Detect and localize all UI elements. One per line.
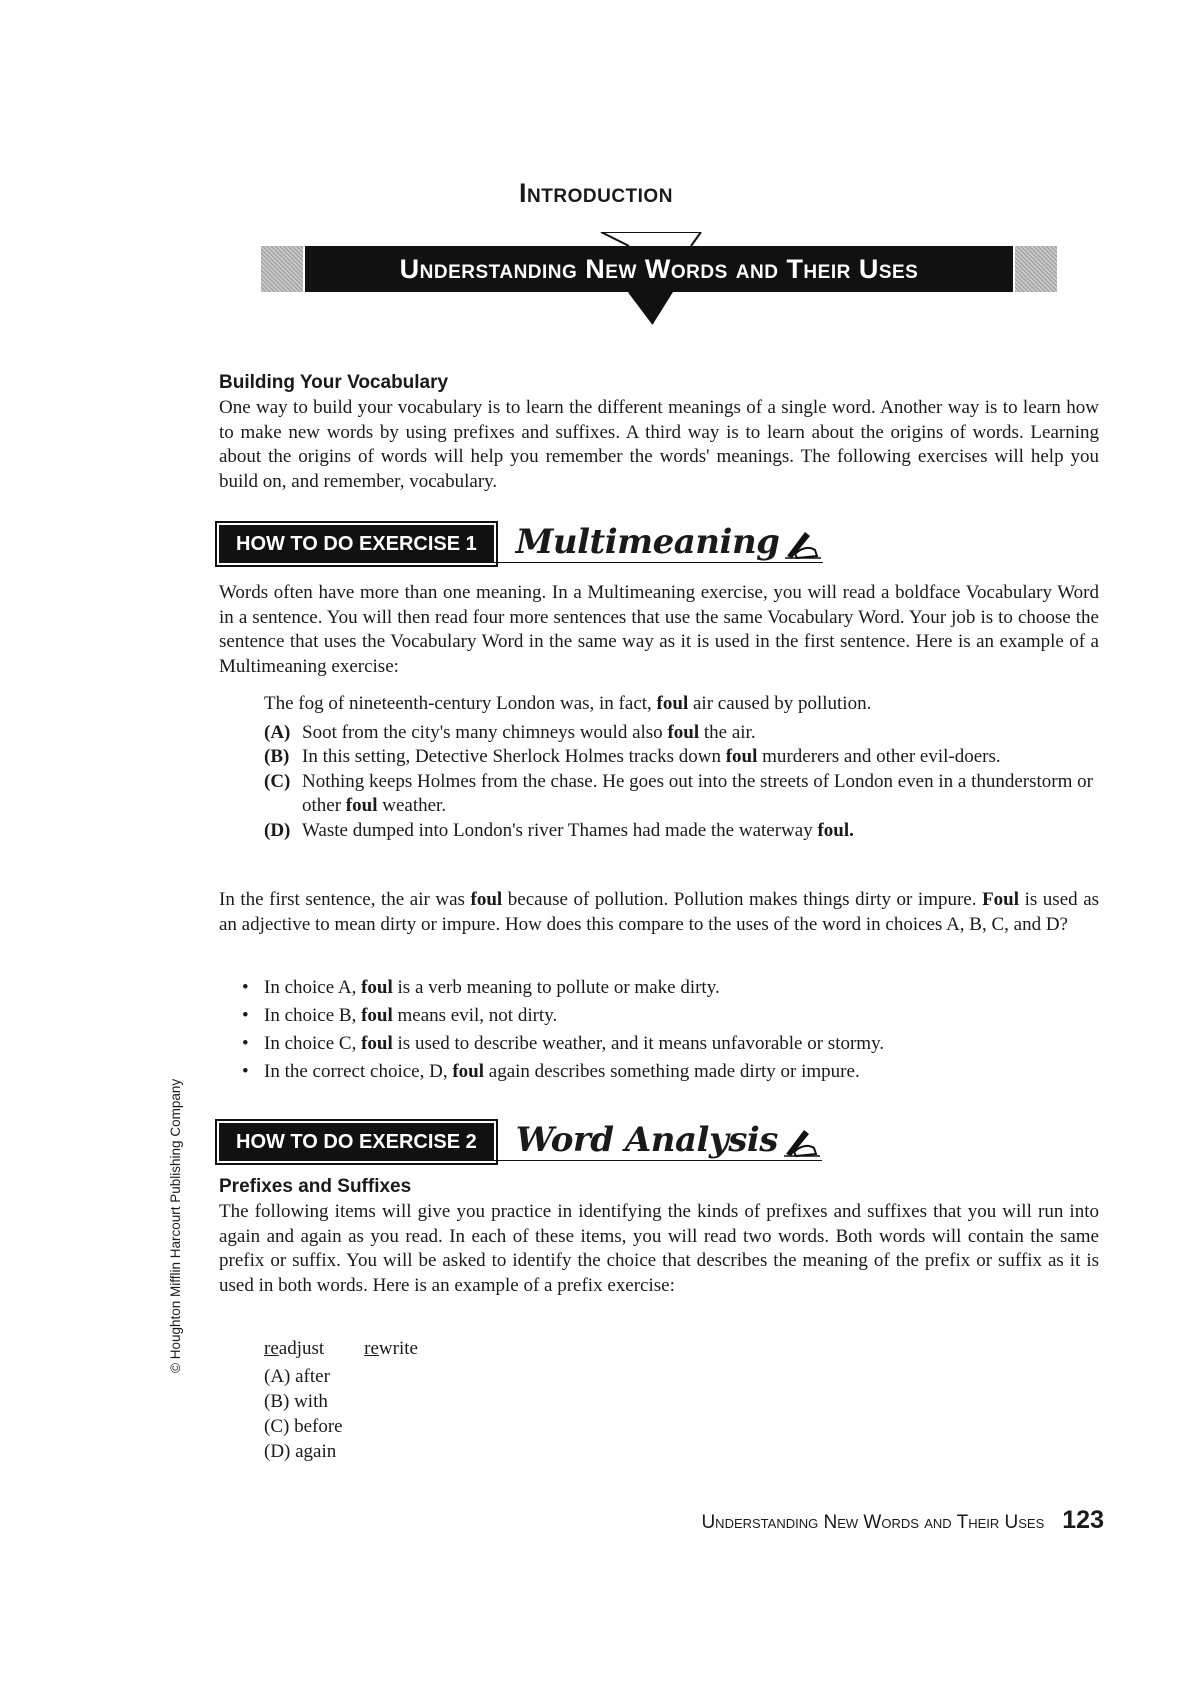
explanation-bullets [242,974,1092,1086]
exercise2-header [219,1122,822,1161]
building-heading: Building Your Vocabulary [219,372,449,393]
bullet-item: • In the correct choice, D, foul again describes something made dirty or impure. [242,1061,860,1082]
writing-hand-icon [782,1124,822,1158]
choice-b: (B) In this setting, Detective Sherlock Holmes tracks down foul murderers and other evil-doers. [264,746,1001,767]
exercise1-explanation [219,888,1099,937]
building-vocabulary-section [219,372,1099,494]
word-1: readjust [264,1338,325,1359]
choice-d: (D) Waste dumped into London's river Thames had made the waterway foul. [264,819,854,841]
word-pair [264,1336,418,1361]
prefixes-text: The following items will give you practice in identifying the kinds of prefixes and suffixes that you will run into again and again as you read. In each of these items, you will read two words. Both words will contain the same prefix or suffix. You will be asked to identify the choice that describes the meaning of the prefix or suffix as it is used in both words. Here is an example of a prefix exercise: [219,1201,1099,1296]
writing-hand-icon [783,526,823,560]
exercise2-label: HOW TO DO EXERCISE 2 [219,1123,494,1161]
prefix-option: (B) with [264,1391,328,1412]
banner-stipple-right [1015,246,1057,292]
footer-title: Understanding New Words and Their Uses [701,1512,1045,1533]
example-sentence: The fog of nineteenth-century London was, in fact, foul air caused by pollution. [264,693,872,714]
exercise1-script-title: Multimeaning [515,522,780,562]
banner-title: Understanding New Words and Their Uses [305,246,1013,292]
prefixes-heading: Prefixes and Suffixes [219,1176,412,1197]
word-2: rewrite [364,1338,418,1359]
bullet-item: • In choice B, foul means evil, not dirty. [242,1005,558,1026]
banner-triangle-icon [591,232,711,332]
exercise2-script-title: Word Analysis [515,1120,778,1160]
section-banner [261,232,1057,332]
page-title: Introduction [519,178,673,208]
prefix-example [264,1336,418,1464]
copyright-credit: © Houghton Mifflin Harcourt Publishing Company [168,1078,183,1373]
page-number: 123 [1062,1506,1104,1534]
exercise1-intro [219,581,1099,679]
prefix-option: (C) before [264,1416,343,1437]
bullet-item: • In choice A, foul is a verb meaning to pollute or make dirty. [242,977,720,998]
choice-a: (A) Soot from the city's many chimneys would also foul the air. [264,721,756,743]
prefixes-section [219,1176,1099,1298]
prefix-option: (A) after [264,1366,330,1387]
exercise2-title-line [494,1122,822,1161]
choice-c: (C) Nothing keeps Holmes from the chase. He goes out into the streets of London even in a thunderstorm or other foul weather. [264,770,1093,816]
bullet-item: • In choice C, foul is used to describe weather, and it means unfavorable or stormy. [242,1033,885,1054]
explanation-text: In the first sentence, the air was foul because of pollution. Pollution makes things dirty or impure. Foul is used as an adjective to mean dirty or impure. How does this compare to the uses of the word in choices A, B, C, and D? [219,889,1100,935]
exercise1-label: HOW TO DO EXERCISE 1 [219,525,494,563]
multimeaning-example [264,692,1104,843]
exercise1-title-line [494,524,824,563]
exercise1-text: Words often have more than one meaning. In a Multimeaning exercise, you will read a boldface Vocabulary Word in a sentence. You will then read four more sentences that use the same Vocabulary Word. Your job is to choose the sentence that uses the Vocabulary Word in the same way as it is used in the first sentence. Here is an example of a Multimeaning exercise: [219,582,1099,677]
prefix-option: (D) again [264,1441,337,1462]
banner-stipple-left [261,246,303,292]
building-text: One way to build your vocabulary is to learn the different meanings of a single word. Another way is to learn how to make new words by using prefixes and suffixes. A third way is to learn about the origins of words. Learning about the origins of words will help you remember the words' meanings. The following exercises will help you build on, and remember, vocabulary. [219,397,1099,492]
page-footer [701,1506,1104,1535]
exercise1-header [219,524,823,563]
